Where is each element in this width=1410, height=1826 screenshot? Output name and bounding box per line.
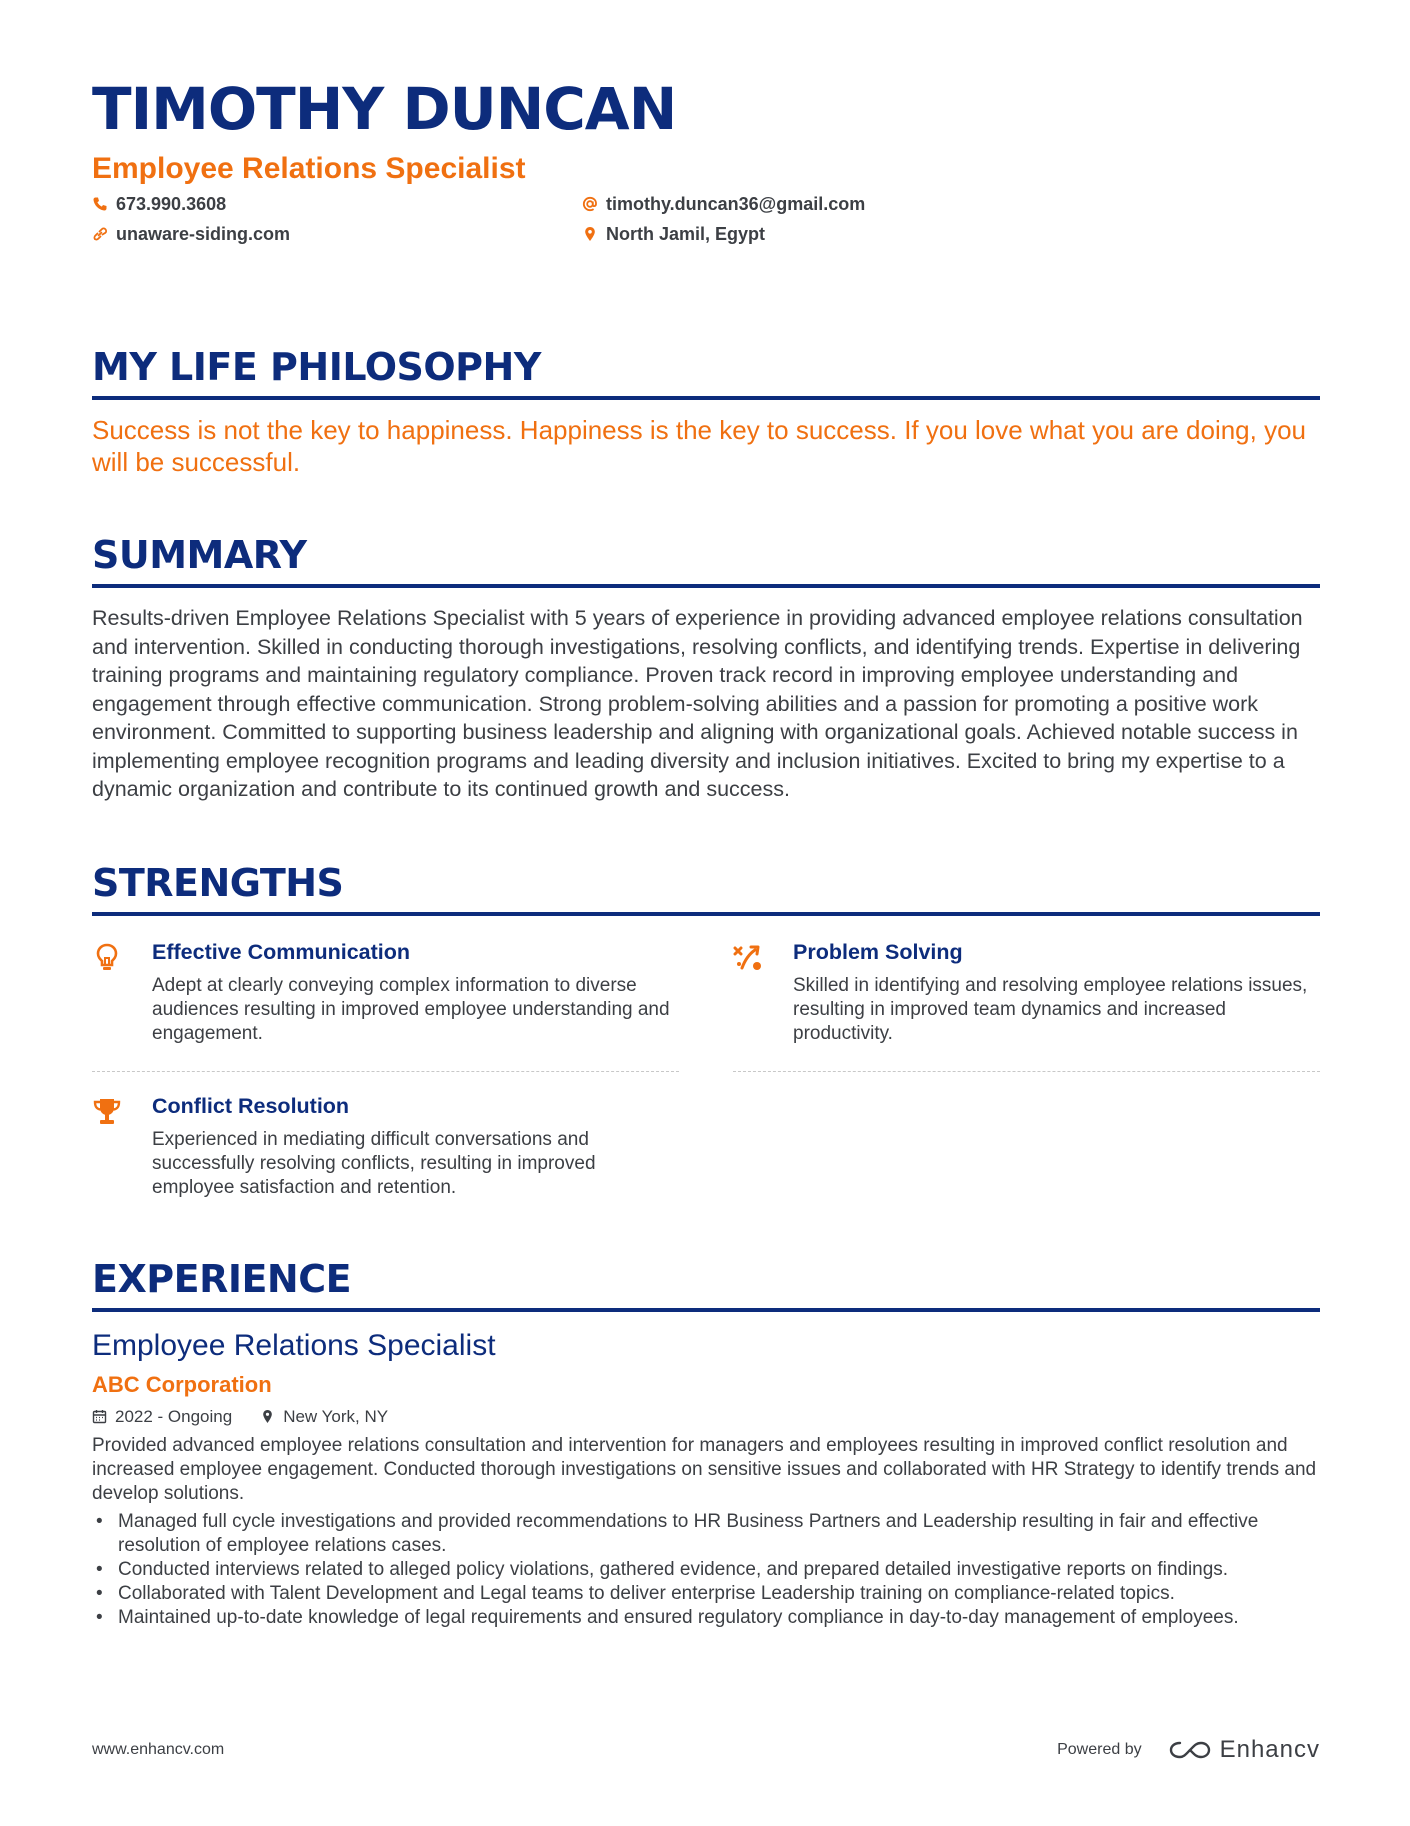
strengths-grid xyxy=(92,930,1320,1212)
resume-page xyxy=(92,74,1320,1630)
website-text: unaware-siding.com xyxy=(116,223,291,244)
summary-section xyxy=(92,532,1320,804)
job-bullets xyxy=(92,1510,1320,1630)
strengths-heading: STRENGTHS xyxy=(92,860,1320,916)
strength-item xyxy=(733,930,1320,1072)
resume-header xyxy=(92,74,1320,244)
strength-title: Effective Communication xyxy=(152,939,411,964)
job-entry xyxy=(92,1328,1320,1630)
footer-url[interactable]: www.enhancv.com xyxy=(92,1741,225,1758)
strength-description: Skilled in identifying and resolving employee relations issues, resulting in improved team dynamics and increased productivity. xyxy=(793,974,1308,1044)
strength-item xyxy=(92,1072,679,1212)
location-text: North Jamil, Egypt xyxy=(606,223,766,244)
footer-brand: Enhancv xyxy=(1219,1736,1320,1763)
job-dates: 2022 - Ongoing xyxy=(115,1406,233,1426)
contact-email[interactable] xyxy=(582,194,1072,214)
strength-title: Conflict Resolution xyxy=(152,1093,350,1118)
map-pin-icon xyxy=(582,226,598,242)
experience-heading: EXPERIENCE xyxy=(92,1256,1320,1312)
list-item: • Collaborated with Talent Development and Legal teams to deliver enterprise Leadership training on compliance-related topics. xyxy=(92,1582,1320,1606)
lightbulb-icon xyxy=(92,942,122,974)
list-item: • Conducted interviews related to alleged policy violations, gathered evidence, and prepared detailed investigative reports on findings. xyxy=(92,1558,1320,1582)
link-icon xyxy=(92,226,108,242)
job-description: Provided advanced employee relations consultation and intervention for managers and employees resulting in improved conflict resolution and increased employee engagement. Conducted thorough investigations on sensitive issues and collaborated with HR Strategy to identify trends and develop solutions. xyxy=(92,1434,1317,1504)
experience-section xyxy=(92,1256,1320,1630)
candidate-name: TIMOTHY DUNCAN xyxy=(92,75,677,143)
contact-phone[interactable] xyxy=(92,194,582,214)
job-title: Employee Relations Specialist xyxy=(92,1328,496,1362)
job-company: ABC Corporation xyxy=(92,1371,272,1397)
contact-info xyxy=(92,194,1320,244)
strength-title: Problem Solving xyxy=(793,939,963,964)
strength-item xyxy=(92,930,679,1072)
enhancv-logo-icon xyxy=(1168,1738,1212,1762)
strength-description: Experienced in mediating difficult conversations and successfully resolving conflicts, resulting in improved employee satisfaction and retention. xyxy=(152,1128,596,1198)
summary-text: Results-driven Employee Relations Specialist with 5 years of experience in providing advanced employee relations consultation and intervention. Skilled in conducting thorough investigations, resolving conflicts, and identifying trends. Expertise in delivering training programs and maintaining regulatory compliance. Proven track record in improving employee understanding and engagement through effective communication. Strong problem-solving abilities and a passion for promoting a positive work environment. Committed to supporting business leadership and aligning with organizational goals. Achieved notable success in implementing employee recognition programs and leading diversity and inclusion initiatives. Excited to bring my expertise to a dynamic organization and contribute to its continued growth and success. xyxy=(92,606,1303,801)
map-pin-icon xyxy=(260,1409,275,1424)
list-item: • Managed full cycle investigations and provided recommendations to HR Business Partners and Leadership resulting in fair and effective resolution of employee relations cases. xyxy=(92,1510,1320,1558)
calendar-icon xyxy=(92,1409,107,1424)
strategy-icon xyxy=(733,942,763,974)
page-footer xyxy=(92,1736,1320,1764)
strengths-section xyxy=(92,860,1320,1212)
list-item: • Maintained up-to-date knowledge of legal requirements and ensured regulatory compliance in day-to-day management of employees. xyxy=(92,1606,1320,1630)
trophy-icon xyxy=(92,1096,122,1128)
at-icon xyxy=(582,196,598,212)
job-meta xyxy=(92,1406,1320,1428)
phone-text: 673.990.3608 xyxy=(116,193,227,214)
email-text: timothy.duncan36@gmail.com xyxy=(606,193,866,214)
philosophy-quote: Success is not the key to happiness. Happiness is the key to success. If you love what you are doing, you will be successful. xyxy=(92,415,1307,477)
contact-location xyxy=(582,224,1072,244)
philosophy-heading: MY LIFE PHILOSOPHY xyxy=(92,344,1320,400)
summary-heading: SUMMARY xyxy=(92,532,1320,588)
candidate-title: Employee Relations Specialist xyxy=(92,152,526,185)
phone-icon xyxy=(92,196,108,212)
powered-by xyxy=(1057,1736,1320,1764)
powered-by-label: Powered by xyxy=(1057,1741,1142,1758)
job-location: New York, NY xyxy=(283,1406,389,1426)
philosophy-section xyxy=(92,344,1320,478)
strength-description: Adept at clearly conveying complex information to diverse audiences resulting in improved employee understanding and engagement. xyxy=(152,974,670,1044)
contact-website[interactable] xyxy=(92,224,582,244)
